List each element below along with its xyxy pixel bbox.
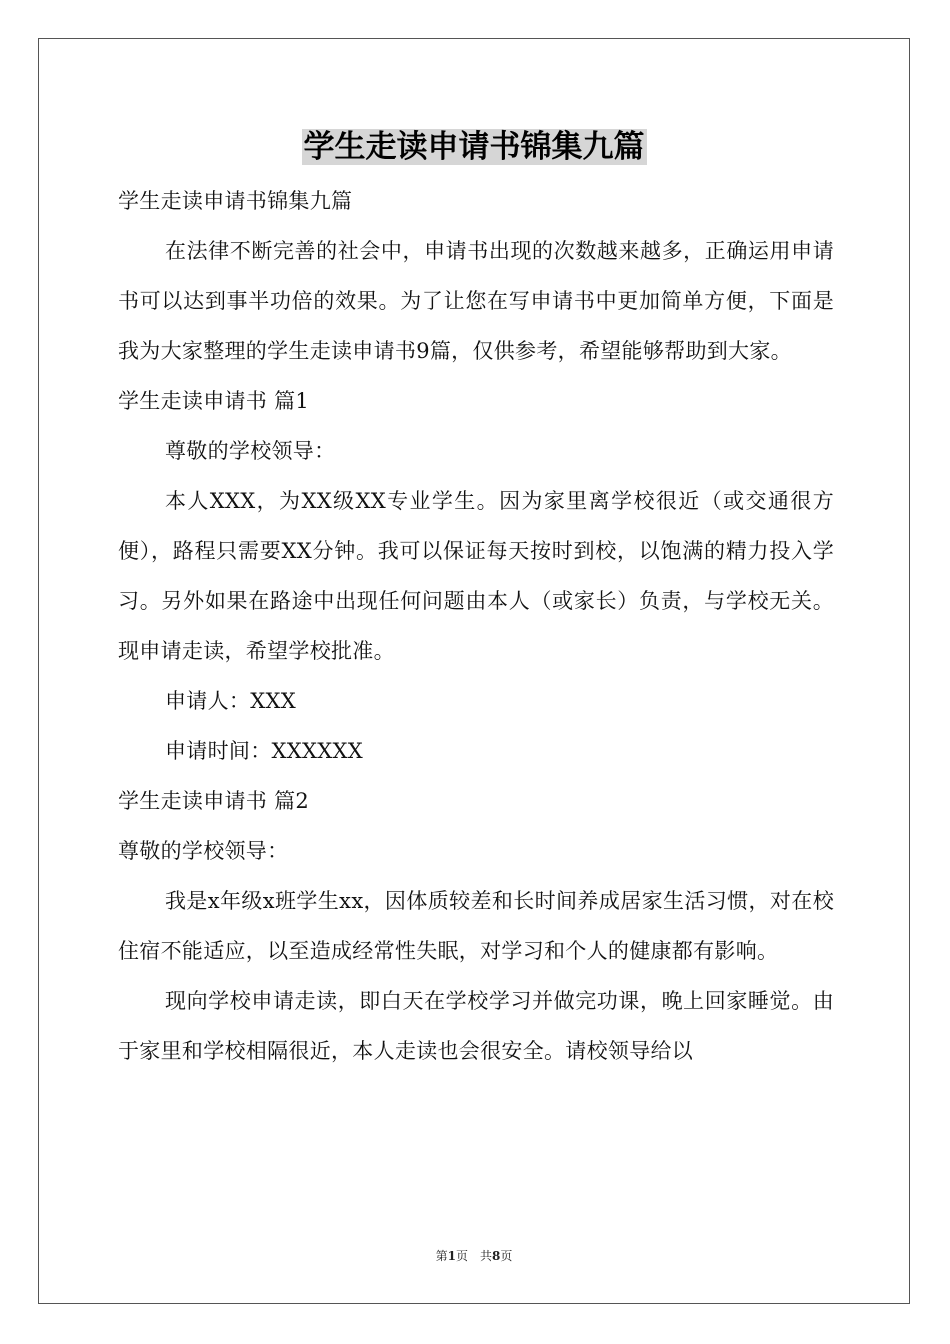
section-heading-1: 学生走读申请书 篇1	[118, 389, 310, 413]
applicant-line: 申请人：XXX	[165, 689, 296, 713]
page-footer	[39, 1247, 909, 1264]
footer-mid: 页 共	[455, 1249, 492, 1263]
body-paragraph-3: 现向学校申请走读，即白天在学校学习并做完功课，晚上回家睡觉。由于家里和学校相隔很近，本人走读也会很安全。请校领导给以	[118, 989, 834, 1063]
footer-suffix: 页	[500, 1249, 513, 1263]
body-paragraph-1: 本人XXX，为XX级XX专业学生。因为家里离学校很近（或交通很方便），路程只需要XX分钟。我可以保证每天按时到校，以饱满的精力投入学习。另外如果在路途中出现任何问题由本人（或家长）负责，与学校无关。现申请走读，希望学校批准。	[118, 489, 834, 663]
document-page	[38, 38, 910, 1304]
salutation-1: 尊敬的学校领导：	[165, 439, 336, 463]
intro-paragraph: 在法律不断完善的社会中，申请书出现的次数越来越多，正确运用申请书可以达到事半功倍的效果。为了让您在写申请书中更加简单方便，下面是我为大家整理的学生走读申请书9篇，仅供参考，希望能够帮助到大家。	[118, 239, 834, 363]
section-heading-2: 学生走读申请书 篇2	[118, 789, 310, 813]
application-date-line: 申请时间：XXXXXX	[165, 739, 364, 763]
salutation-2: 尊敬的学校领导：	[118, 839, 289, 863]
title-text: 学生走读申请书锦集九篇	[303, 129, 645, 165]
body-paragraph-2: 我是x年级x班学生xx，因体质较差和长时间养成居家生活习惯，对在校住宿不能适应，以至造成经常性失眠，对学习和个人的健康都有影响。	[118, 889, 834, 963]
footer-prefix: 第	[435, 1249, 448, 1263]
document-body	[118, 176, 834, 1076]
document-title	[39, 127, 909, 167]
subtitle-line: 学生走读申请书锦集九篇	[118, 189, 353, 213]
total-pages-number: 8	[492, 1249, 501, 1263]
current-page-number: 1	[447, 1249, 456, 1263]
